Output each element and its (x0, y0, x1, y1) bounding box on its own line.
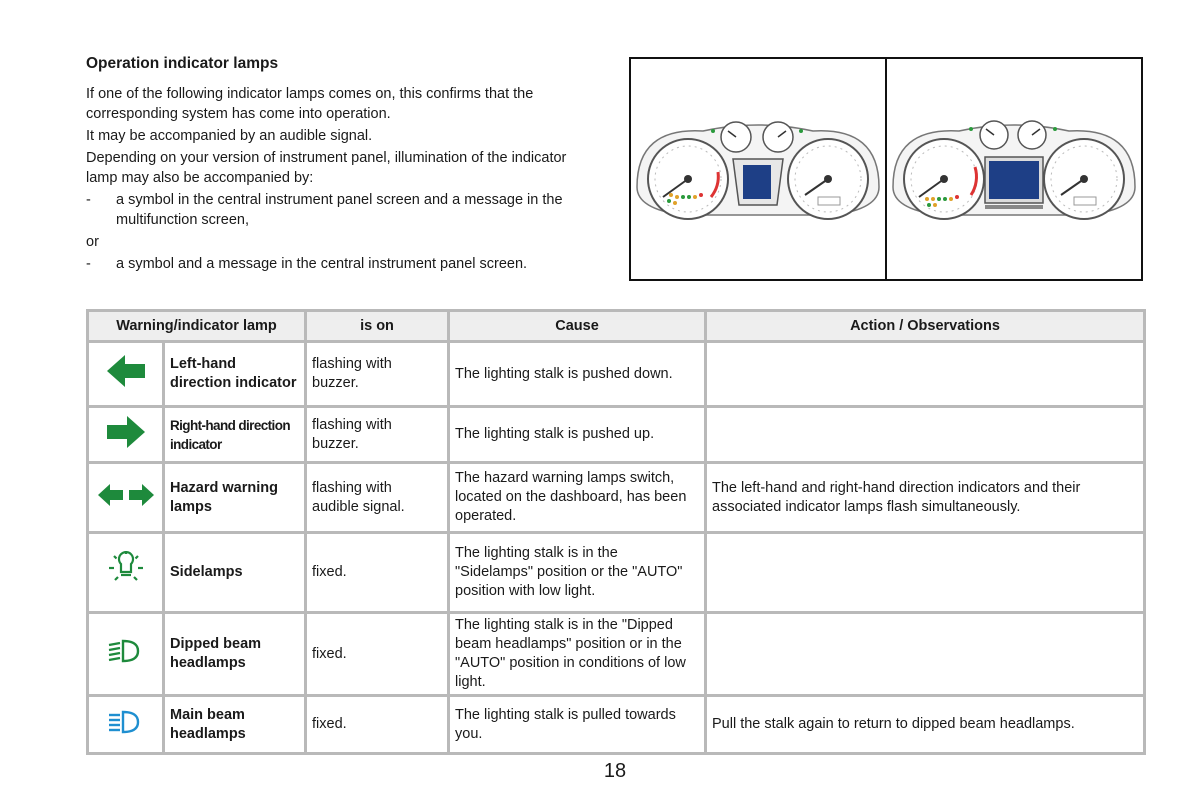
left-arrow-icon (105, 353, 147, 389)
action-cell: Pull the stalk again to return to dipped beam headlamps. (706, 696, 1145, 754)
instrument-cluster-figure (629, 57, 1143, 281)
icon-cell (88, 463, 164, 533)
cluster-version-2 (885, 59, 1141, 279)
column-header-lamp: Warning/indicator lamp (88, 311, 306, 342)
icon-cell (88, 533, 164, 613)
lamp-name: Hazard warning lamps (164, 463, 306, 533)
is-on-cell: flashing with buzzer. (306, 407, 449, 463)
table-row (88, 463, 1145, 533)
intro-paragraph: It may be accompanied by an audible signal. (86, 128, 373, 144)
table-row (88, 696, 1145, 754)
indicator-lamps-table (86, 309, 1146, 755)
table-header-row (88, 311, 1145, 342)
bullet-dash: - (86, 256, 91, 272)
cause-cell: The lighting stalk is pushed up. (449, 407, 706, 463)
intro-paragraph: Depending on your version of instrument panel, illumination of the indicator lamp may also be accompanied by: (86, 150, 567, 186)
is-on-cell: fixed. (306, 613, 449, 696)
is-on-cell: flashing with audible signal. (306, 463, 449, 533)
section-heading: Operation indicator lamps (86, 55, 279, 72)
bullet-dash: - (86, 192, 91, 208)
icon-cell (88, 407, 164, 463)
lamp-name: Right-hand direction indicator (164, 407, 306, 463)
or-text: or (86, 234, 99, 250)
right-arrow-icon (105, 414, 147, 450)
column-header-action: Action / Observations (706, 311, 1145, 342)
sidelamps-icon (106, 550, 146, 590)
table-row (88, 533, 1145, 613)
action-cell (706, 342, 1145, 407)
column-header-is-on: is on (306, 311, 449, 342)
intro-section (86, 54, 601, 276)
main-beam-icon (106, 707, 146, 737)
lamp-name: Left-hand direction indicator (164, 342, 306, 407)
lamp-name: Dipped beam headlamps (164, 613, 306, 696)
icon-cell (88, 342, 164, 407)
lamp-name: Sidelamps (164, 533, 306, 613)
bullet-item (86, 254, 601, 274)
intro-paragraph: If one of the following indicator lamps comes on, this confirms that the corresponding system has come into operation. (86, 86, 534, 122)
hazard-arrows-icon (97, 482, 155, 508)
column-header-cause: Cause (449, 311, 706, 342)
is-on-cell: fixed. (306, 696, 449, 754)
lamp-name: Main beam headlamps (164, 696, 306, 754)
cause-cell: The lighting stalk is pulled towards you. (449, 696, 706, 754)
is-on-cell: flashing with buzzer. (306, 342, 449, 407)
action-cell (706, 613, 1145, 696)
table-row (88, 613, 1145, 696)
icon-cell (88, 613, 164, 696)
cause-cell: The lighting stalk is in the "Dipped beam headlamps" position or in the "AUTO" position in conditions of low light. (449, 613, 706, 696)
instrument-cluster-illustration (889, 117, 1139, 227)
cause-cell: The lighting stalk is in the "Sidelamps" position or the "AUTO" position with low light. (449, 533, 706, 613)
cause-cell: The hazard warning lamps switch, located on the dashboard, has been operated. (449, 463, 706, 533)
action-cell (706, 407, 1145, 463)
table-row (88, 407, 1145, 463)
instrument-cluster-illustration (633, 117, 883, 227)
action-cell (706, 533, 1145, 613)
bullet-text: a symbol and a message in the central instrument panel screen. (116, 256, 528, 272)
is-on-cell: fixed. (306, 533, 449, 613)
dipped-beam-icon (106, 636, 146, 666)
page-number: 18 (603, 760, 627, 782)
action-cell: The left-hand and right-hand direction indicators and their associated indicator lamps flash simultaneously. (706, 463, 1145, 533)
icon-cell (88, 696, 164, 754)
bullet-text: a symbol in the central instrument panel screen and a message in the multifunction screen, (116, 192, 563, 228)
table-row (88, 342, 1145, 407)
bullet-item (86, 190, 601, 230)
cause-cell: The lighting stalk is pushed down. (449, 342, 706, 407)
cluster-version-1 (631, 59, 885, 279)
